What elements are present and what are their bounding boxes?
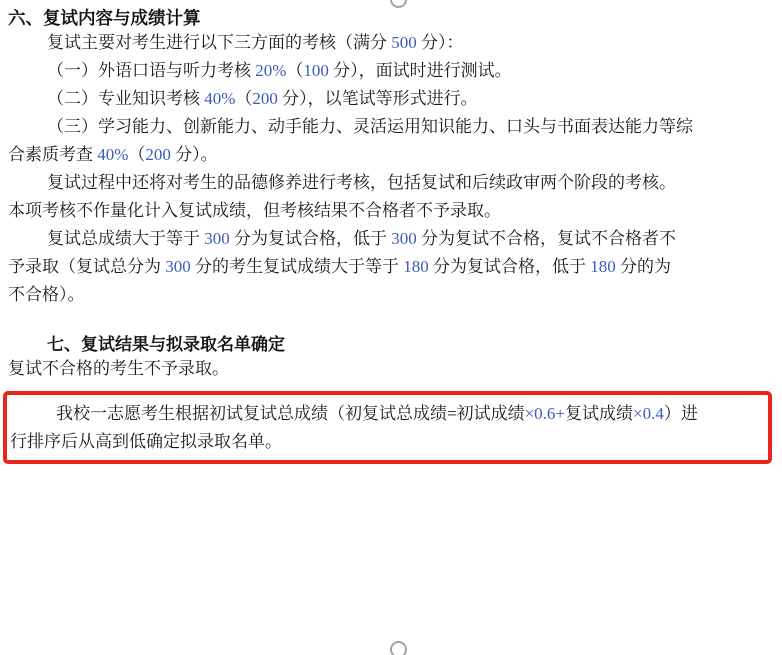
paragraph-moral-assessment: 复试过程中还将对考生的品德修养进行考核，包括复试和后续政审两个阶段的考核。 本项考核不作量化计入复试成绩，但考核结果不合格者不予录取。	[8, 173, 676, 220]
paragraph-reject: 复试不合格的考生不予录取。	[8, 359, 229, 378]
paragraph-intro: 复试主要对考生进行以下三方面的考核（满分 500 分）：	[47, 33, 464, 52]
paragraph-item-one: （一）外语口语与听力考核 20%（100 分），面试时进行测试。	[47, 61, 512, 80]
paragraph-ranking-rule: 我校一志愿考生根据初试复试总成绩（初复试总成绩=初试成绩×0.6+复试成绩×0.4）进 行排序后从高到低确定拟录取名单。	[10, 404, 698, 451]
annotation-highlight-box[interactable]	[3, 391, 772, 464]
paragraph-pass-line: 复试总成绩大于等于 300 分为复试合格，低于 300 分为复试不合格，复试不合格者不 予录取（复试总分为 300 分的考生复试成绩大于等于 180 分为复试合格，低于 180 分的为 不合格）。	[8, 229, 676, 304]
section-heading-six: 六、复试内容与成绩计算	[8, 8, 201, 28]
section-heading-seven: 七、复试结果与拟录取名单确定	[47, 335, 285, 354]
paragraph-item-three: （三）学习能力、创新能力、动手能力、灵活运用知识能力、口头与书面表达能力等综 合素质考查 40%（200 分）。	[8, 117, 693, 164]
paragraph-item-two: （二）专业知识考核 40%（200 分），以笔试等形式进行。	[47, 89, 478, 108]
resize-handle-bottom[interactable]	[390, 641, 407, 655]
